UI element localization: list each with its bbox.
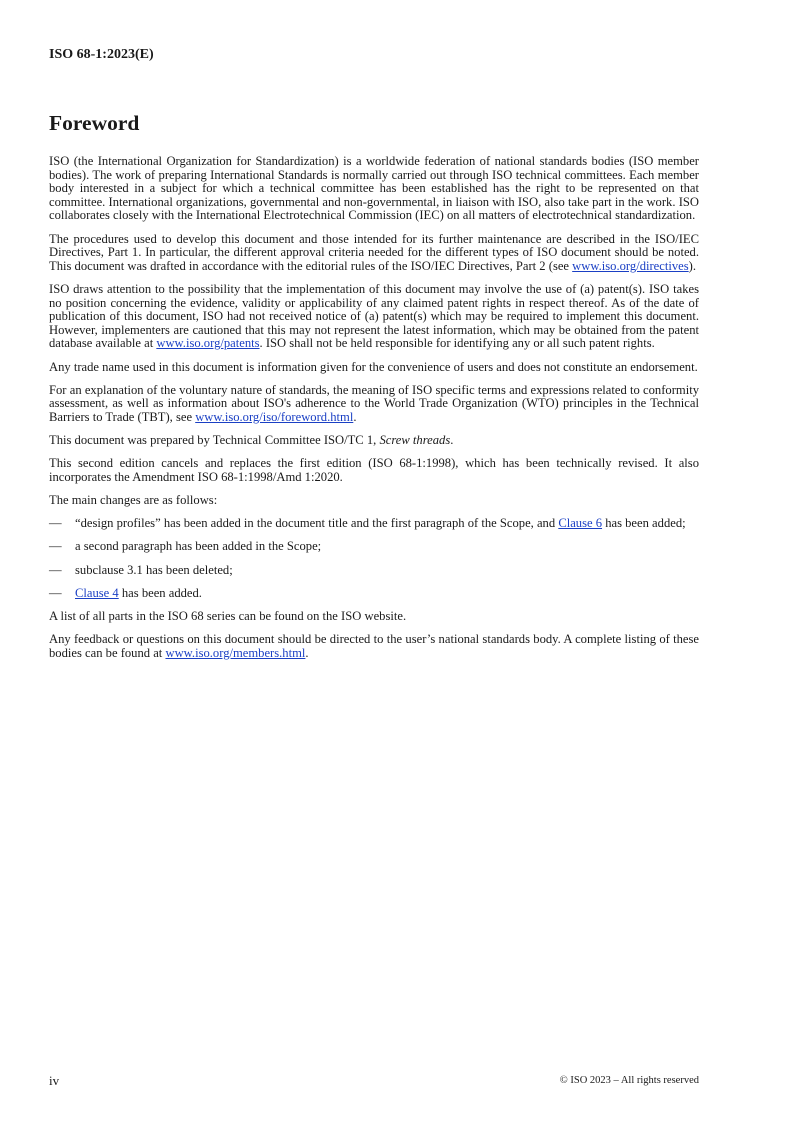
page-number: iv bbox=[49, 1073, 60, 1088]
committee-title: Screw threads bbox=[379, 433, 451, 448]
change-item-4-after: has been added. bbox=[118, 585, 202, 600]
directives-link[interactable]: www.iso.org/directives bbox=[572, 258, 689, 273]
paragraph-series-list: A list of all parts in the ISO 68 series can be found on the ISO website. bbox=[49, 608, 407, 623]
dash-bullet: — bbox=[49, 516, 62, 531]
clause-6-link[interactable]: Clause 6 bbox=[558, 516, 603, 531]
page-title: Foreword bbox=[49, 111, 140, 135]
paragraph-edition: This second edition cancels and replaces the first edition (ISO 68-1:1998), which has been technically revised. It also incorporates the Amendment ISO 68-1:1998/Amd 1:2020. bbox=[49, 456, 699, 484]
list-item bbox=[49, 564, 699, 578]
dash-bullet: — bbox=[49, 539, 62, 554]
dash-bullet: — bbox=[49, 562, 62, 577]
paragraph-feedback-text: Any feedback or questions on this document should be directed to the user’s national standards body. A complete listing of these bodies can be found at bbox=[49, 632, 699, 660]
change-item-2-text: a second paragraph has been added in the Scope; bbox=[75, 539, 322, 554]
paragraph-feedback-after: . bbox=[305, 645, 309, 660]
patents-link[interactable]: www.iso.org/patents bbox=[156, 336, 260, 351]
change-item-1-text: “design profiles” has been added in the document title and the first paragraph of the Scope, and bbox=[75, 516, 559, 531]
foreword-link[interactable]: www.iso.org/iso/foreword.html bbox=[195, 409, 354, 424]
paragraph-committee bbox=[49, 434, 699, 448]
paragraph-voluntary-after: . bbox=[353, 409, 357, 424]
list-item bbox=[49, 587, 699, 601]
paragraph-main-changes: The main changes are as follows: bbox=[49, 493, 218, 508]
paragraph-trade-name: Any trade name used in this document is information given for the convenience of users and does not constitute an endorsement. bbox=[49, 359, 698, 374]
paragraph-procedures-text: The procedures used to develop this document and those intended for its further maintenance are described in the ISO/IEC Directives, Part 1. In particular, the different approval criteria needed for the different types of ISO document should be noted. This document was drafted in accordance with the editorial rules of the ISO/IEC Directives, Part 2 (see bbox=[49, 231, 699, 273]
list-item bbox=[49, 517, 699, 531]
paragraph-voluntary-nature bbox=[49, 384, 699, 425]
dash-bullet: — bbox=[49, 585, 62, 600]
clause-4-link[interactable]: Clause 4 bbox=[75, 585, 119, 600]
paragraph-procedures-after: ). bbox=[688, 258, 696, 273]
paragraph-committee-after: . bbox=[450, 433, 454, 448]
paragraph-iso-intro: ISO (the International Organization for Standardization) is a worldwide federation of national standards bodies (ISO member bodies). The work of preparing International Standards is normally carried out through ISO technical committees. Each member body interested in a subject for which a technical committee has been established has the right to be represented on that committee. International organizations, governmental and non-governmental, in liaison with ISO, also take part in the work. ISO collaborates closely with the International Electrotechnical Commission (IEC) on all matters of electrotechnical standardization. bbox=[49, 154, 699, 223]
changes-list bbox=[49, 517, 699, 600]
paragraph-patents bbox=[49, 283, 699, 351]
paragraph-patents-after: . ISO shall not be held responsible for identifying any or all such patent rights. bbox=[259, 336, 655, 351]
document-id-header: ISO 68-1:2023(E) bbox=[49, 47, 154, 62]
foreword-body bbox=[49, 155, 699, 670]
list-item bbox=[49, 540, 699, 554]
paragraph-committee-text: This document was prepared by Technical Committee ISO/TC 1, bbox=[49, 433, 380, 448]
paragraph-procedures bbox=[49, 233, 699, 274]
members-link[interactable]: www.iso.org/members.html bbox=[165, 645, 306, 660]
paragraph-voluntary-text: For an explanation of the voluntary nature of standards, the meaning of ISO specific terms and expressions related to conformity assessment, as well as information about ISO's adherence to the World Trade Organization (WTO) principles in the Technical Barriers to Trade (TBT), see bbox=[49, 382, 699, 424]
copyright-notice: © ISO 2023 – All rights reserved bbox=[559, 1075, 699, 1086]
change-item-1-after: has been added; bbox=[602, 516, 686, 531]
paragraph-patents-text: ISO draws attention to the possibility that the implementation of this document may involve the use of (a) patent(s). ISO takes no position concerning the evidence, validity or applicability of any claimed patent rights in respect thereof. As of the date of publication of this document, ISO had not received notice of (a) patent(s) which may be required to implement this document. However, implementers are cautioned that this may not represent the latest information, which may be obtained from the patent database available at bbox=[49, 281, 699, 351]
paragraph-feedback bbox=[49, 633, 699, 660]
change-item-3-text: subclause 3.1 has been deleted; bbox=[75, 562, 233, 577]
